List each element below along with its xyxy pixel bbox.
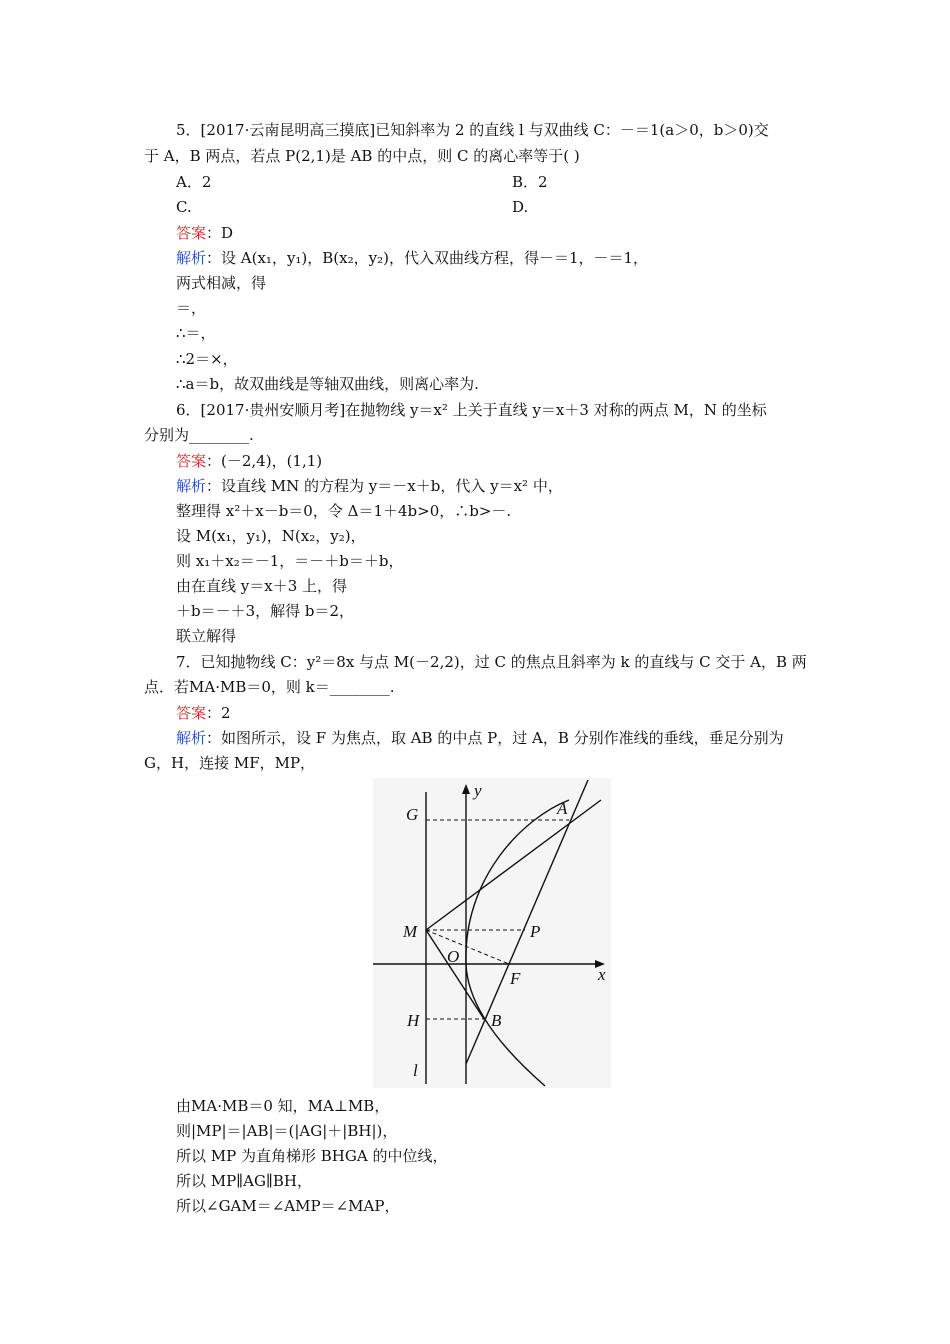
q5-option-a: A．2 [176, 173, 212, 191]
parabola-figure [373, 778, 611, 1088]
q7-step: 则|MP|＝|AB|＝(|AG|＋|BH|)， [176, 1122, 398, 1140]
label-g: G [406, 805, 419, 824]
q5-analysis [176, 248, 648, 268]
label-y: y [474, 781, 482, 800]
q5-step: ∴a＝b，故双曲线是等轴双曲线，则离心率为. [176, 375, 479, 393]
label-a: A [557, 799, 568, 818]
analysis-text: ：设直线 MN 的方程为 y＝－x＋b，代入 y＝x² 中， [206, 477, 563, 495]
q6-step: ＋b＝－＋3，解得 b＝2， [176, 602, 355, 620]
label-l: l [413, 1061, 418, 1080]
q5-answer [176, 223, 233, 243]
q7-step: 所以 MP 为直角梯形 BHGA 的中位线， [176, 1147, 448, 1165]
q7-step: 所以∠GAM＝∠AMP＝∠MAP， [176, 1197, 400, 1215]
label-h: H [407, 1011, 420, 1030]
q7-stem-line1: 7．已知抛物线 C：y²＝8x 与点 M(－2,2)，过 C 的焦点且斜率为 k 的直线与 C 交于 A，B 两 [176, 653, 807, 671]
answer-value: ：D [206, 224, 234, 242]
answer-label: 答案 [176, 704, 207, 722]
label-m: M [403, 922, 418, 941]
line-mb [426, 930, 484, 1019]
q5-step: ＝， [176, 299, 207, 317]
q5-step: ∴2＝×， [176, 350, 238, 368]
q7-step: 所以 MP∥AG∥BH， [176, 1172, 312, 1190]
q5-step: ∴＝， [176, 324, 216, 342]
label-f: F [510, 969, 521, 988]
q7-analysis-line2: G，H，连接 MF，MP， [144, 754, 316, 772]
label-o: O [447, 947, 460, 966]
analysis-label: 解析 [176, 249, 207, 267]
q6-analysis [176, 476, 563, 496]
label-x: x [598, 965, 606, 984]
analysis-label: 解析 [176, 477, 207, 495]
analysis-text: ：如图所示，设 F 为焦点，取 AB 的中点 P，过 A，B 分别作准线的垂线，垂足分别为 [206, 729, 784, 747]
q7-analysis [176, 728, 784, 748]
q6-step: 整理得 x²＋x－b＝0，令 Δ＝1＋4b>0，∴b>－. [176, 502, 512, 520]
q5-option-c: C. [176, 198, 192, 216]
answer-value: ：(－2,4)，(1,1) [206, 452, 323, 470]
q6-step: 联立解得 [176, 627, 237, 645]
figure-svg [373, 778, 611, 1088]
y-axis-arrow [462, 784, 470, 794]
q5-stem-line1: 5．[2017·云南昆明高三摸底]已知斜率为 2 的直线 l 与双曲线 C：－＝1(a＞0，b＞0)交 [176, 121, 769, 139]
q6-stem-line2: 分别为________. [144, 426, 254, 444]
q7-step: 由MA·MB＝0 知，MA⊥MB， [176, 1097, 390, 1115]
label-p: P [530, 922, 541, 941]
q5-option-d: D. [512, 198, 529, 216]
label-b: B [491, 1011, 502, 1030]
q6-stem-line1: 6．[2017·贵州安顺月考]在抛物线 y＝x² 上关于直线 y＝x＋3 对称的两点 M，N 的坐标 [176, 401, 767, 419]
q5-step: 两式相减，得 [176, 274, 267, 292]
answer-value: ：2 [206, 704, 231, 722]
q6-step: 则 x₁＋x₂＝－1，＝－＋b＝＋b， [176, 552, 404, 570]
q7-answer [176, 703, 231, 723]
analysis-label: 解析 [176, 729, 207, 747]
q6-step: 由在直线 y＝x＋3 上，得 [176, 577, 348, 595]
answer-label: 答案 [176, 224, 207, 242]
q5-stem-line2: 于 A，B 两点，若点 P(2,1)是 AB 的中点，则 C 的离心率等于( ) [144, 147, 580, 165]
q7-stem-line2: 点．若MA·MB＝0，则 k＝________. [144, 678, 395, 696]
analysis-text: ：设 A(x₁，y₁)，B(x₂，y₂)，代入双曲线方程，得－＝1，－＝1， [206, 249, 649, 267]
q6-answer [176, 451, 322, 471]
q5-option-b: B．2 [512, 173, 548, 191]
q6-step: 设 M(x₁，y₁)，N(x₂，y₂)， [176, 527, 366, 545]
answer-label: 答案 [176, 452, 207, 470]
